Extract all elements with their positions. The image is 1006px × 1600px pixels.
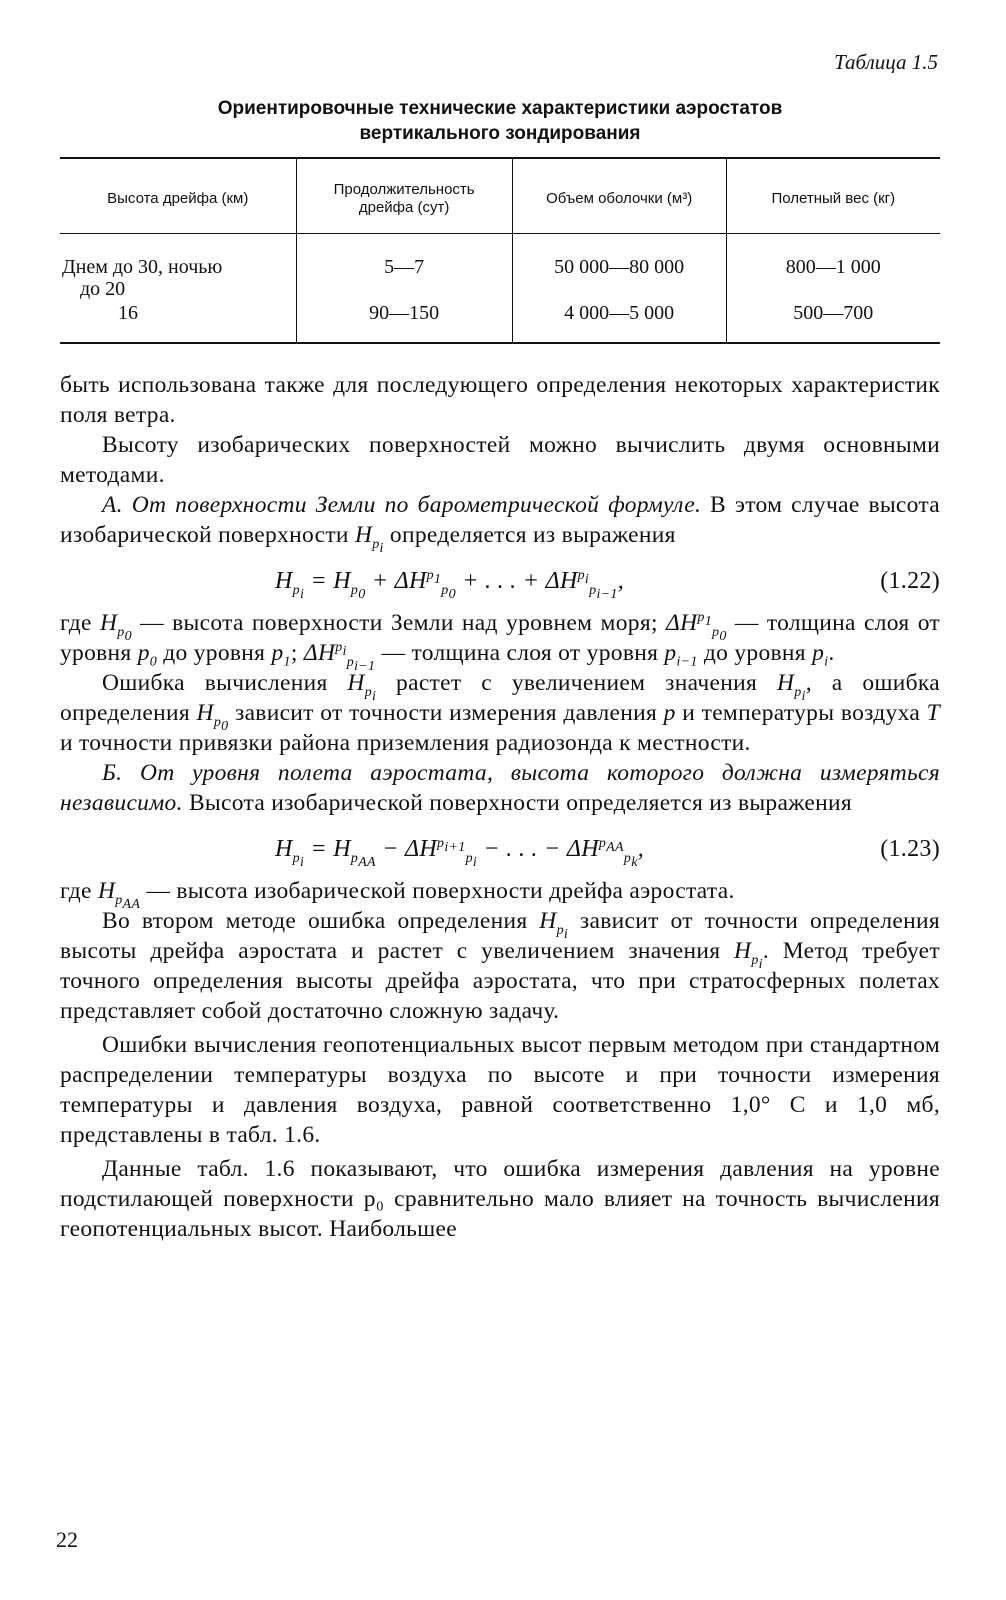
cell-duration: 90—150 xyxy=(296,301,512,343)
equation-number: (1.22) xyxy=(880,568,940,594)
header-height: Высота дрейфа (км) xyxy=(60,158,296,234)
cell-height-line1: Днем до 30, ночью xyxy=(62,256,223,278)
symbol-hpi: $H_{p_i}$ xyxy=(354,522,384,556)
method-a-heading: А. От поверхности Земли по барометрической формуле. xyxy=(102,492,702,518)
cell-height-value: 16 xyxy=(118,302,138,324)
equation-1-22 xyxy=(60,554,940,606)
table-title xyxy=(60,96,940,146)
cell-height-line2: до 20 xyxy=(80,278,126,300)
paragraph: Ошибки вычисления геопотенциальных высот первым методом при стандартном распределении температуры воздуха по высоте и при точности измерения температуры и давления воздуха, равной соответственно 1,0° С и 1,0 мб, представлены в табл. 1.6. xyxy=(60,1032,940,1148)
cell-height xyxy=(60,301,296,343)
cell-weight: 800—1 000 xyxy=(726,234,940,302)
paragraph: Во втором методе ошибка определения $H_{p_i}$ зависит от точности определения высоты дрейфа аэростата и растет с увеличением значения $H_{p_i}$. Метод требует точного определения высоты дрейфа аэростата, что при стратосферных полетах представляет собой достаточно сложную задачу. xyxy=(60,908,940,1024)
cell-duration: 5—7 xyxy=(296,234,512,302)
table-title-line2: вертикального зондирования xyxy=(359,123,641,144)
body-text xyxy=(60,370,940,1244)
paragraph: Б. От уровня полета аэростата, высота которого должна измеряться независимо. Высота изобарической поверхности определяется из выражения xyxy=(60,760,940,816)
equation-expression: $H_{p_i} = H_{p_{AA}} - \Delta H^{p_{i+1}}_{p_i}$ − . . . − $\Delta H^{p_{AA}}_{p_k}$, xyxy=(275,836,645,870)
paragraph: где $H_{p_0}$ — высота поверхности Земли над уровнем моря; $\Delta H^{p_1}_{p_0}$ — толщина слоя от уровня $p_0$ до уровня $p_1$; $\Delta H^{p_i}_{p_{i-1}}$ — толщина слоя от уровня $p_{i-1}$ до уровня $p_i$. xyxy=(60,610,941,674)
table-row xyxy=(60,301,940,343)
header-weight: Полетный вес (кг) xyxy=(726,158,940,234)
table-row xyxy=(60,234,940,302)
method-b-heading: Б. От уровня полета аэростата, высота которого должна измеряться независимо. xyxy=(60,760,940,816)
cell-volume: 50 000—80 000 xyxy=(512,234,726,302)
table-header-row xyxy=(60,158,940,234)
table-caption-label: Таблица 1.5 xyxy=(834,50,938,74)
specs-table xyxy=(60,157,940,344)
paragraph: Высоту изобарических поверхностей можно вычислить двумя основными методами. xyxy=(60,432,940,488)
equation-number: (1.23) xyxy=(880,836,940,862)
paragraph: где $H_{p_{AA}}$ — высота изобарической поверхности дрейфа аэростата. xyxy=(60,878,735,912)
table-title-line1: Ориентировочные технические характеристики аэростатов xyxy=(217,98,783,119)
paragraph: быть использована также для последующего определения некоторых характеристик поля ветра. xyxy=(60,372,940,428)
equation-1-23 xyxy=(60,822,940,874)
paragraph: Данные табл. 1.6 показывают, что ошибка измерения давления на уровне подстилающей поверхности p₀ сравнительно мало влияет на точность вычисления геопотенциальных высот. Наибольшее xyxy=(60,1156,940,1242)
paragraph: А. От поверхности Земли по барометрической формуле. В этом случае высота изобарической поверхности $H_{p_i}$ определяется из выражения xyxy=(60,492,940,556)
header-volume: Объем оболочки (м³) xyxy=(512,158,726,234)
cell-weight: 500—700 xyxy=(726,301,940,343)
paragraph: Ошибка вычисления $H_{p_i}$ растет с увеличением значения $H_{p_i}$, а ошибка определения $H_{p_0}$ зависит от точности измерения давления p и температуры воздуха T и точности привязки района приземления радиозонда к местности. xyxy=(60,670,940,756)
page-number: 22 xyxy=(56,1527,78,1552)
cell-volume: 4 000—5 000 xyxy=(512,301,726,343)
equation-expression: $H_{p_i} = H_{p_0} + \Delta H^{p_1}_{p_0}$ + . . . + $\Delta H^{p_i}_{p_{i-1}}$, xyxy=(275,568,624,602)
header-duration: Продолжительность дрейфа (сут) xyxy=(296,158,512,234)
cell-height xyxy=(60,234,296,302)
